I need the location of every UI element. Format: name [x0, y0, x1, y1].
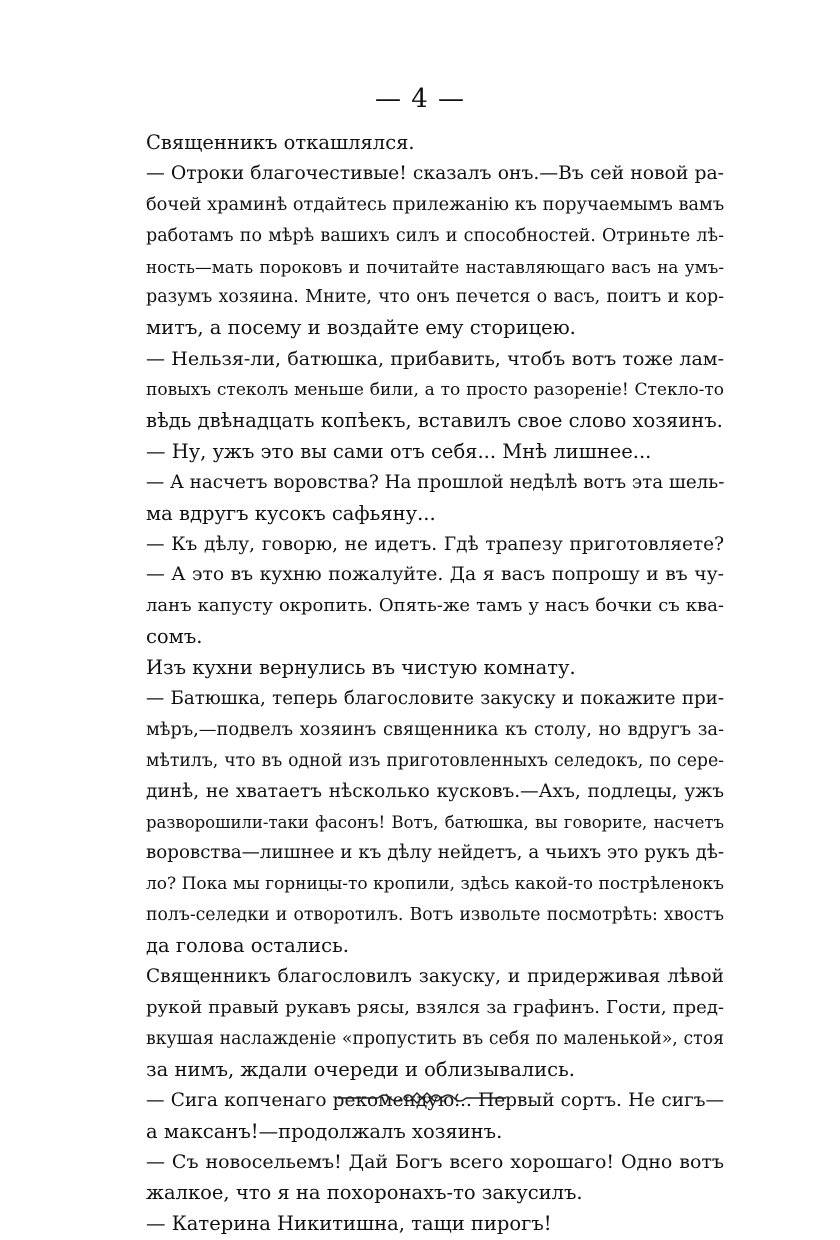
text-line: — Катерина Никитишна, тащи пирогъ!	[146, 1212, 552, 1236]
text-line: ма вдругъ кусокъ сафьяну...	[146, 501, 436, 525]
text-line: жалкое, что я на похоронахъ-то закусилъ.	[146, 1181, 583, 1205]
text-line: — Отроки благочестивые! сказалъ онъ.—Въ сей новой ра-	[146, 162, 724, 184]
text-line: — Къ дѣлу, говорю, не идетъ. Гдѣ трапезу приготовляете?	[146, 533, 724, 555]
text-line: разумъ хозяина. Мните, что онъ печется о васъ, поитъ и кор-	[146, 287, 724, 308]
text-line: — Съ новосельемъ! Дай Богъ всего хорошаго! Одно вотъ	[146, 1151, 724, 1174]
text-line: Священникъ откашлялся.	[146, 131, 415, 154]
text-line: — Сига копченаго рекомендую... Первый сортъ. Не сигъ—	[146, 1089, 724, 1111]
text-line: повыхъ стеколъ меньше били, а то просто разореніе! Стекло-то	[146, 380, 724, 401]
text-line: вкушая наслажденіе «пропустить въ себя по маленькой», стоя	[146, 1028, 724, 1049]
text-line: ло? Пока мы горницы-то кропили, здѣсь какой-то пострѣленокъ	[146, 874, 724, 895]
body-text	[146, 128, 724, 1240]
decorative-divider-icon	[338, 1088, 506, 1108]
text-line: да голова остались.	[146, 934, 349, 958]
text-line: — Ну, ужъ это вы сами отъ себя... Мнѣ лишнее...	[146, 439, 652, 463]
text-line: — А это въ кухню пожалуйте. Да я васъ попрошу и въ чу-	[146, 564, 724, 586]
text-line: мѣръ,—подвелъ хозяинъ священника къ столу, но вдругъ за-	[146, 719, 724, 740]
text-line: бочей храминѣ отдайтесь прилежанію къ поручаемымъ вамъ	[146, 194, 725, 215]
text-line: мѣтилъ, что въ одной изъ приготовленныхъ селедокъ, по сере-	[146, 750, 724, 771]
text-line: сомъ.	[146, 625, 203, 649]
text-line: полъ-селедки и отворотилъ. Вотъ извольте посмотрѣть: хвостъ	[146, 905, 724, 926]
text-line: Священникъ благословилъ закуску, и придерживая лѣвой	[146, 966, 724, 988]
text-line: разворошили-таки фасонъ! Вотъ, батюшка, вы говорите, насчетъ	[146, 812, 724, 832]
page-number: — 4 —	[374, 84, 466, 114]
text-line: — Батюшка, теперь благословите закуску и покажите при-	[146, 688, 724, 710]
text-line: ность—мать пороковъ и почитайте наставляющаго васъ на умъ-	[146, 256, 724, 277]
text-line: митъ, а посему и воздайте ему сторицею.	[146, 316, 576, 340]
text-line: за нимъ, ждали очереди и облизывались.	[146, 1057, 575, 1081]
text-line: вѣдь двѣнадцать копѣекъ, вставилъ свое слово хозяинъ.	[146, 409, 723, 433]
text-line: рукой правый рукавъ рясы, взялся за графинъ. Гости, пред-	[146, 996, 724, 1018]
text-line: а максанъ!—продолжалъ хозяинъ.	[146, 1119, 503, 1143]
text-line: работамъ по мѣрѣ вашихъ силъ и способностей. Отриньте лѣ-	[146, 225, 724, 246]
text-line: воровства—лишнее и къ дѣлу нейдетъ, а чьихъ это рукъ дѣ-	[146, 842, 724, 864]
text-line: — Нельзя-ли, батюшка, прибавить, чтобъ вотъ тоже лам-	[146, 348, 724, 371]
text-line: Изъ кухни вернулись въ чистую комнату.	[146, 656, 576, 680]
text-line: ланъ капусту окропить. Опять-же тамъ у насъ бочки съ ква-	[146, 595, 724, 617]
text-line: динѣ, не хватаетъ нѣсколько кусковъ.—Ахъ, подлецы, ужъ	[146, 780, 724, 802]
text-line: — А насчетъ воровства? На прошлой недѣлѣ вотъ эта шель-	[146, 471, 725, 493]
